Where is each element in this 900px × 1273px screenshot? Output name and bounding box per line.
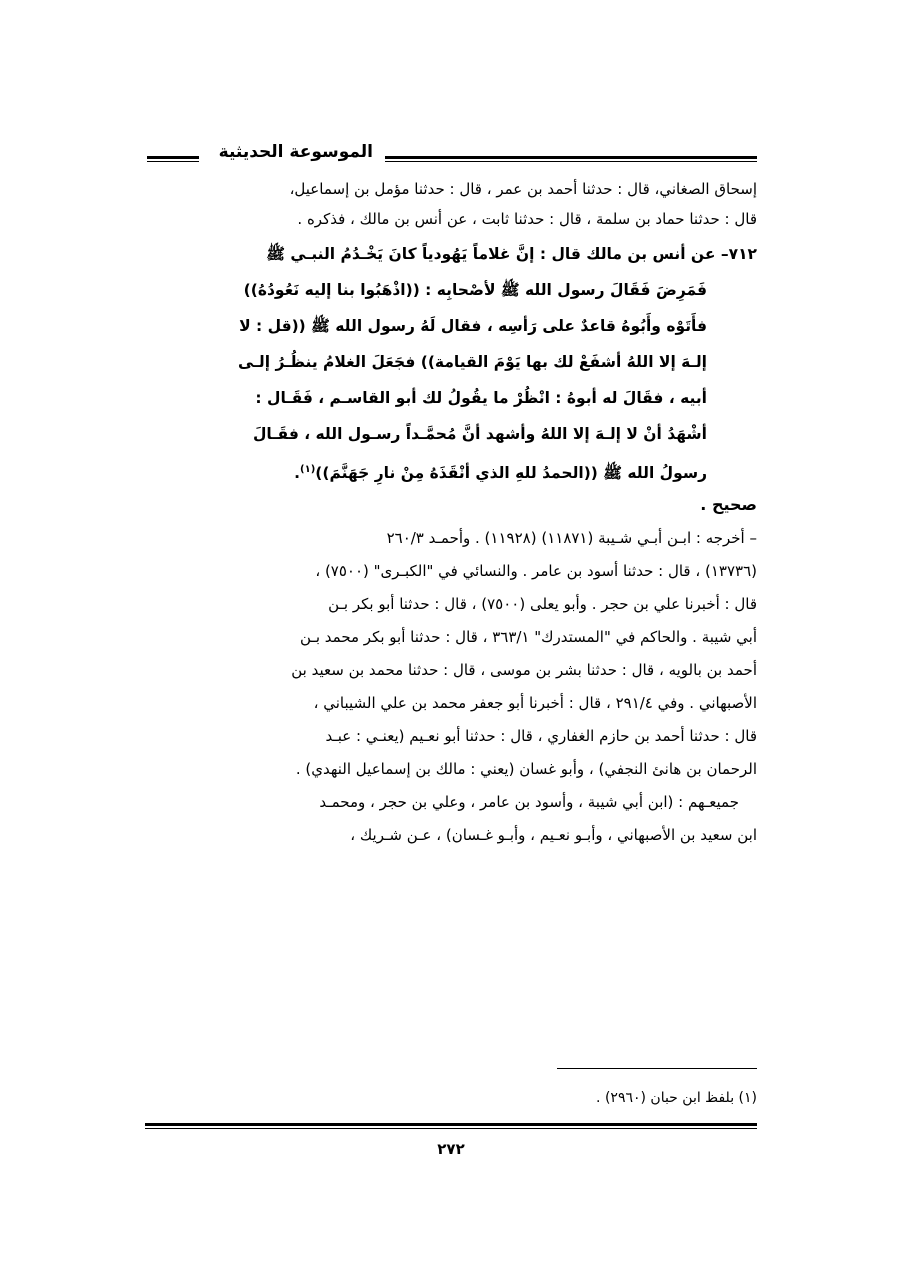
hadith-line: إلـهَ إلا اللهُ أشفَعْ لك بها يَوْمَ القيامة)) فجَعَلَ الغلامُ ينظُـرُ إلـى — [237, 353, 707, 371]
footer-rule — [145, 1123, 757, 1129]
takhrij-line: ابن سعيد بن الأصبهاني ، وأبـو نعـيم ، وأبـو غـسان) ، عـن شـريك ، — [350, 826, 757, 844]
intro-line: إسحاق الصغاني، قال : حدثنا أحمد بن عمر ، قال : حدثنا مؤمل بن إسماعيل، — [289, 180, 757, 198]
grade: صحيح . — [700, 495, 757, 514]
takhrij-line: (١٣٧٣٦) ، قال : حدثنا أسود بن عامر . والنسائي في "الكبـرى" (٧٥٠٠) ، — [315, 562, 757, 580]
page — [145, 140, 757, 1158]
takhrij-line: الأصبهاني . وفي ٢٩١/٤ ، قال : أخبرنا أبو جعفر محمد بن علي الشيباني ، — [313, 694, 757, 712]
takhrij-line: جميعـهم : (ابن أبي شيبة ، وأسود بن عامر ، وعلي بن حجر ، ومحمـد — [319, 793, 739, 811]
hadith-line: رسولُ الله ﷺ ((الحمدُ للهِ الذي أنْقَذَهُ مِنْ نارِ جَهَنَّمَ)) — [315, 464, 707, 483]
footnote: (١) بلفظ ابن حبان (٢٩٦٠) . — [596, 1090, 757, 1106]
takhrij-text — [145, 522, 757, 852]
intro-text — [145, 174, 757, 234]
intro-line: قال : حدثنا حماد بن سلمة ، قال : حدثنا ثابت ، عن أنس بن مالك ، فذكره . — [297, 210, 757, 228]
footnote-ref: (١) — [300, 464, 316, 475]
takhrij-line: قال : حدثنا أحمد بن حازم الغفاري ، قال : حدثنا أبو نعـيم (يعنـي : عبـد — [325, 727, 757, 745]
running-header — [145, 140, 757, 174]
hadith-line: ٧١٢– عن أنس بن مالك قال : إنَّ غلاماً يَهُودياً كانَ يَخْـدُمُ النبـي ﷺ — [266, 245, 757, 263]
header-rule-left — [147, 156, 199, 162]
hadith-end: . — [294, 464, 301, 483]
footnote-divider — [557, 1068, 757, 1069]
takhrij-line: – أخرجه : ابـن أبـي شـيبة (١١٨٧١) (١١٩٢٨) . وأحمـد ٢٦٠/٣ — [386, 529, 757, 547]
takhrij-line: أحمد بن بالويه ، قال : حدثنا بشر بن موسى ، قال : حدثنا محمد بن سعيد بن — [291, 661, 757, 679]
hadith-last-line — [145, 452, 757, 488]
page-number: ٢٧٢ — [437, 1140, 465, 1158]
header-title: الموسوعة الحديثية — [218, 142, 373, 162]
hadith-line: أبيه ، فقَالَ له أبوهُ : انْظُرْ ما يقُولُ لك أبو القاسـم ، فَقَـال : — [255, 389, 707, 407]
hadith-line: أشْهَدُ أنْ لا إلـهَ إلا اللهُ وأشهد أنَّ مُحمَّـداً رسـول الله ، فقَـالَ — [252, 425, 707, 443]
header-rule-right — [385, 156, 757, 162]
hadith-line: فأَتَوْه وأَبُوهُ قاعدٌ على رَأسِه ، فقال لَهُ رسول الله ﷺ ((قل : لا — [239, 317, 707, 335]
takhrij-line: قال : أخبرنا علي بن حجر . وأبو يعلى (٧٥٠٠) ، قال : حدثنا أبو بكر بـن — [328, 595, 757, 613]
hadith-text — [145, 236, 757, 488]
hadith-line: فَمَرِضَ فَقَالَ رسول الله ﷺ لأصْحابِه : ((اذْهَبُوا بنا إليه نَعُودُهُ)) — [243, 281, 707, 299]
takhrij-line: أبي شيبة . والحاكم في "المستدرك" ٣٦٣/١ ، قال : حدثنا أبو بكر محمد بـن — [300, 628, 757, 646]
takhrij-line: الرحمان بن هانئ النجفي) ، وأبو غسان (يعني : مالك بن إسماعيل النهدي) . — [295, 760, 757, 778]
